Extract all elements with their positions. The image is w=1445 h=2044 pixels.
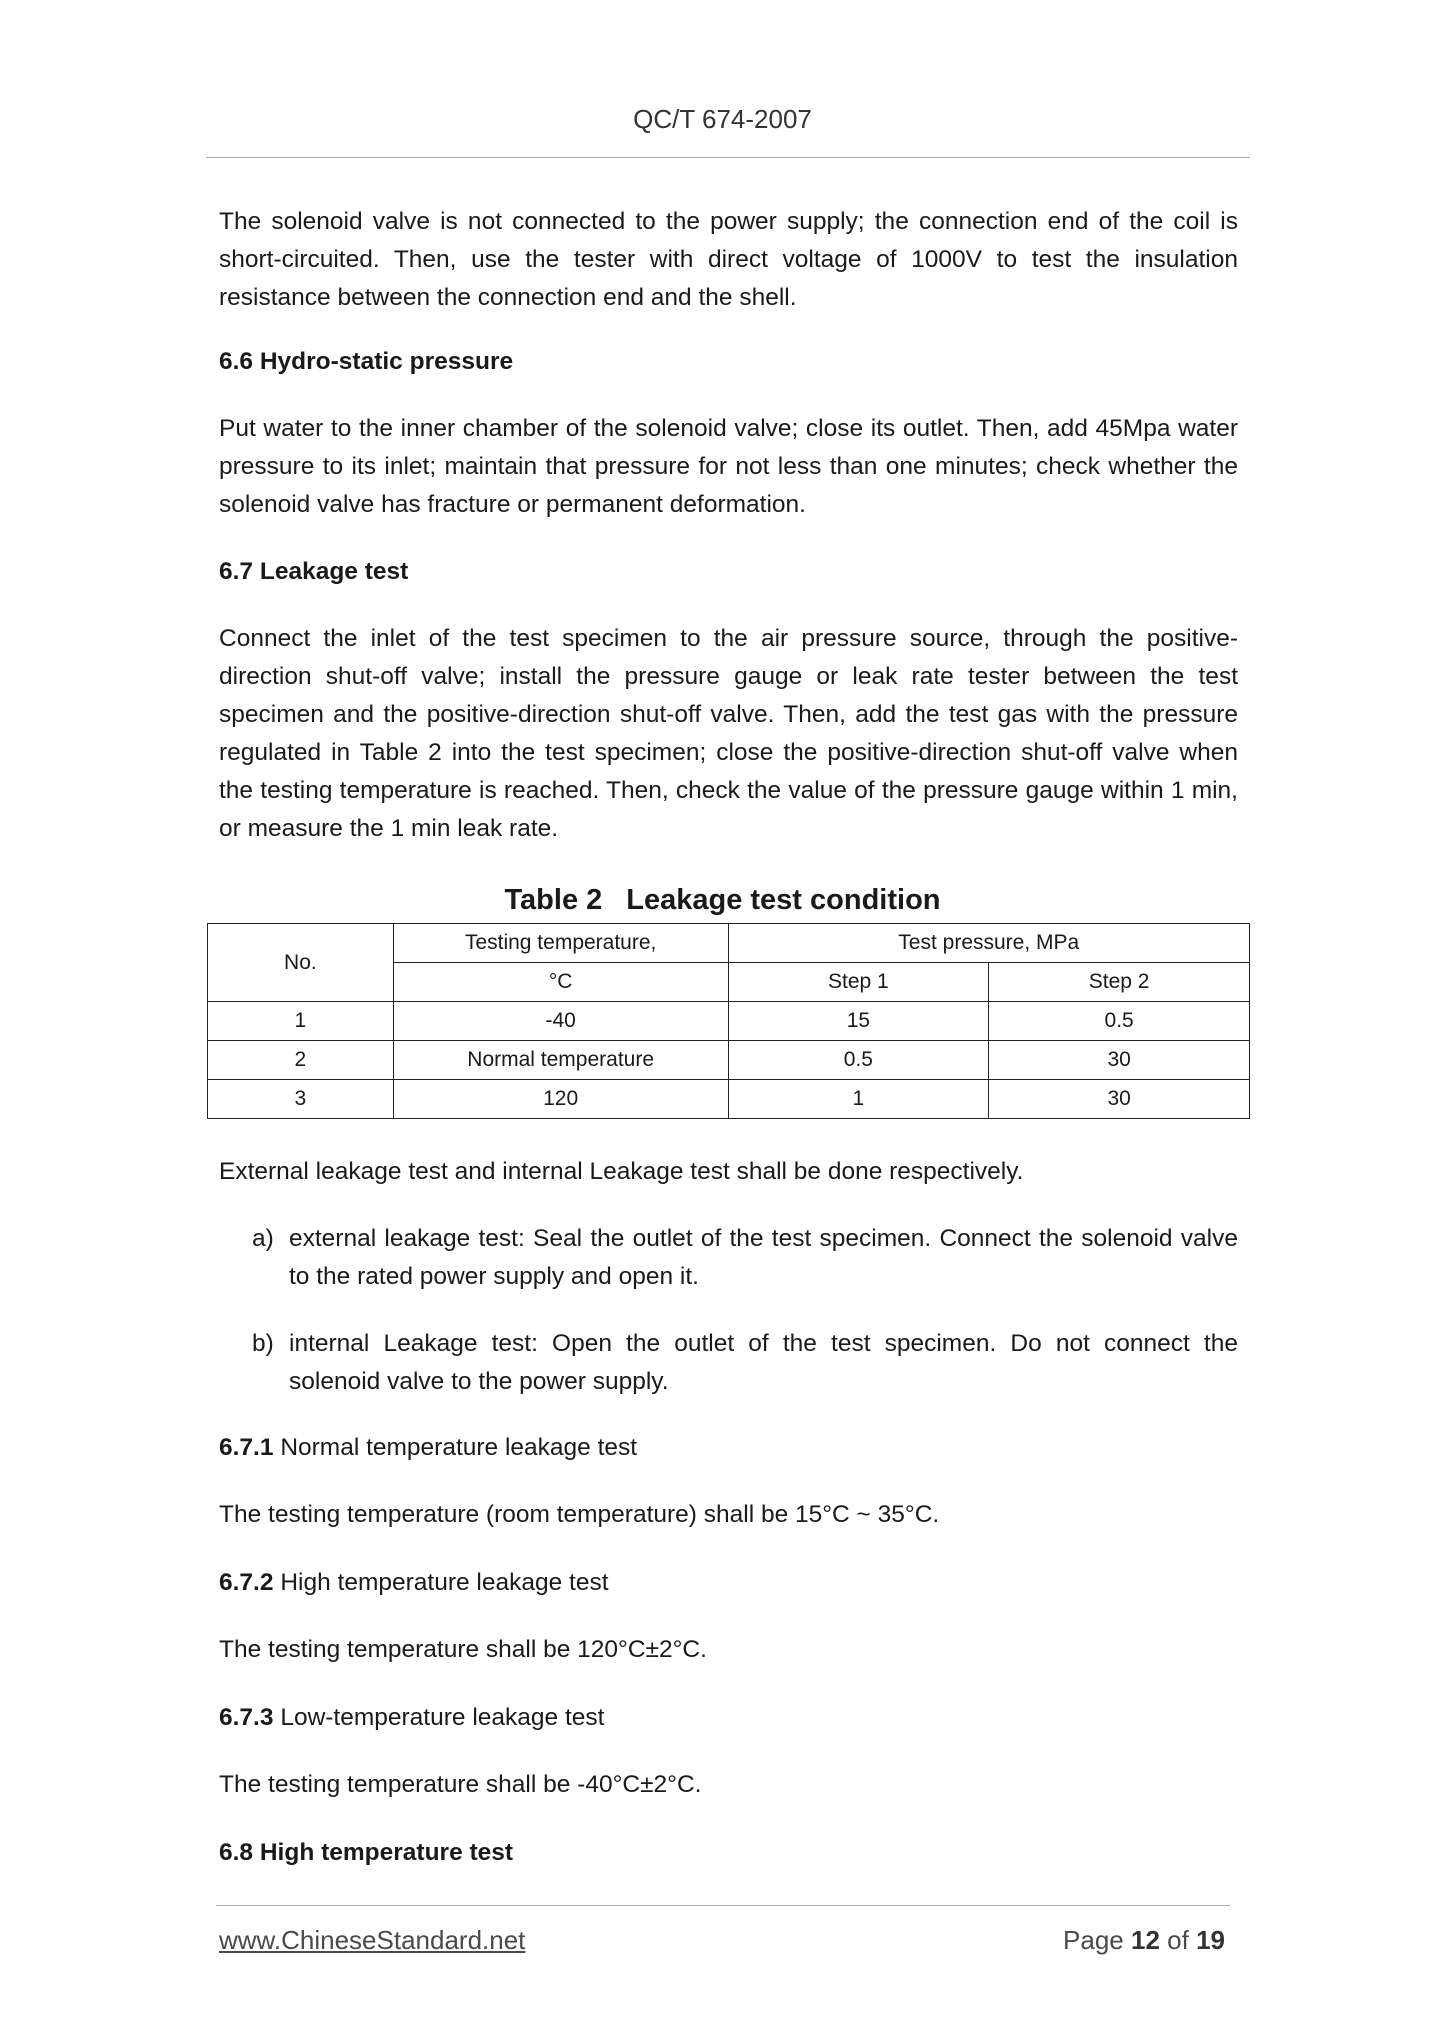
section-6-7-1-body: The testing temperature (room temperature) shall be 15°C ~ 35°C. xyxy=(219,1501,940,1528)
section-6-7-1-number: 6.7.1 xyxy=(219,1434,274,1461)
section-6-7-2-body-block xyxy=(219,1631,1238,1669)
section-6-7-2-number: 6.7.2 xyxy=(219,1569,274,1596)
cell-no: 3 xyxy=(208,1080,394,1119)
header-temperature: Testing temperature, xyxy=(393,924,728,963)
of-word: of xyxy=(1167,1925,1189,1955)
section-6-7-3-body-block xyxy=(219,1766,1238,1804)
cell-no: 2 xyxy=(208,1041,394,1080)
insulation-paragraph-block xyxy=(219,203,1238,317)
table-2-caption-text: Leakage test condition xyxy=(626,884,941,916)
leakage-test-condition-table xyxy=(207,923,1250,1119)
table-header-row xyxy=(208,924,1250,963)
header-temperature-unit: °C xyxy=(393,963,728,1002)
section-6-7-1-title: Normal temperature leakage test xyxy=(280,1434,638,1461)
page-total: 19 xyxy=(1196,1925,1225,1955)
cell-step-1: 0.5 xyxy=(728,1041,989,1080)
section-6-7-2-body: The testing temperature shall be 120°C±2°C. xyxy=(219,1636,707,1663)
section-6-7-3-number: 6.7.3 xyxy=(219,1704,274,1731)
section-6-6-title: 6.6 Hydro-static pressure xyxy=(219,348,514,375)
table-row xyxy=(208,1002,1250,1041)
list-marker: a) xyxy=(252,1225,274,1252)
section-6-6 xyxy=(219,343,1238,381)
section-6-7-body-block xyxy=(219,620,1238,848)
section-6-8 xyxy=(219,1834,1238,1872)
section-6-7-body: Connect the inlet of the test specimen to the air pressure source, through the positive-direction shut-off valve; install the pressure gauge or leak rate tester between the test specimen and the positive-direction shut-off valve. Then, add the test gas with the pressure regulated in Table 2 into the test specimen; close the positive-direction shut-off valve when the testing temperature is reached. Then, check the value of the pressure gauge within 1 min, or measure the 1 min leak rate. xyxy=(219,625,1238,842)
header-test-pressure: Test pressure, MPa xyxy=(728,924,1249,963)
cell-step-1: 1 xyxy=(728,1080,989,1119)
section-6-7-3-body: The testing temperature shall be -40°C±2°C. xyxy=(219,1771,702,1798)
cell-step-2: 30 xyxy=(989,1041,1250,1080)
table-2-caption xyxy=(0,884,1445,917)
section-6-6-body: Put water to the inner chamber of the solenoid valve; close its outlet. Then, add 45Mpa water pressure to its inlet; maintain that pressure for not less than one minutes; check whether the solenoid valve has fracture or permanent deformation. xyxy=(219,415,1238,518)
section-6-7-title: 6.7 Leakage test xyxy=(219,558,409,585)
section-6-7-2-title: High temperature leakage test xyxy=(280,1569,609,1596)
section-6-6-body-block xyxy=(219,410,1238,524)
table-2-label: Table 2 xyxy=(504,884,603,916)
section-6-7-3-title: Low-temperature leakage test xyxy=(280,1704,605,1731)
section-6-7-1 xyxy=(219,1429,1238,1467)
table-row xyxy=(208,1041,1250,1080)
section-6-7 xyxy=(219,553,1238,591)
header-step-2: Step 2 xyxy=(989,963,1250,1002)
page-number: 12 xyxy=(1131,1925,1160,1955)
list-item-text: internal Leakage test: Open the outlet of the test specimen. Do not connect the solenoid valve to the power supply. xyxy=(289,1330,1238,1395)
header-no: No. xyxy=(208,924,394,1002)
section-6-7-3 xyxy=(219,1699,1238,1737)
respective-paragraph-block xyxy=(219,1153,1238,1191)
header-step-1: Step 1 xyxy=(728,963,989,1002)
section-6-7-2 xyxy=(219,1564,1238,1602)
list-item xyxy=(252,1220,1238,1296)
cell-step-1: 15 xyxy=(728,1002,989,1041)
page-word: Page xyxy=(1063,1925,1124,1955)
header-divider xyxy=(206,157,1250,158)
insulation-paragraph: The solenoid valve is not connected to the power supply; the connection end of the coil is short-circuited. Then, use the tester with direct voltage of 1000V to test the insulation resistance between the connection end and the shell. xyxy=(219,208,1238,311)
list-item-text: external leakage test: Seal the outlet of the test specimen. Connect the solenoid valve to the rated power supply and open it. xyxy=(289,1225,1238,1290)
cell-no: 1 xyxy=(208,1002,394,1041)
table-row xyxy=(208,1080,1250,1119)
document-id-header: QC/T 674-2007 xyxy=(633,104,812,134)
cell-step-2: 0.5 xyxy=(989,1002,1250,1041)
website-link[interactable]: www.ChineseStandard.net xyxy=(219,1925,526,1955)
respective-paragraph: External leakage test and internal Leakage test shall be done respectively. xyxy=(219,1158,1024,1185)
footer-divider xyxy=(216,1905,1230,1906)
cell-temperature: -40 xyxy=(393,1002,728,1041)
cell-step-2: 30 xyxy=(989,1080,1250,1119)
list-marker: b) xyxy=(252,1330,274,1357)
cell-temperature: Normal temperature xyxy=(393,1041,728,1080)
section-6-7-1-body-block xyxy=(219,1496,1238,1534)
list-item xyxy=(252,1325,1238,1401)
cell-temperature: 120 xyxy=(393,1080,728,1119)
page-indicator xyxy=(1063,1925,1225,1956)
section-6-8-title: 6.8 High temperature test xyxy=(219,1839,514,1866)
